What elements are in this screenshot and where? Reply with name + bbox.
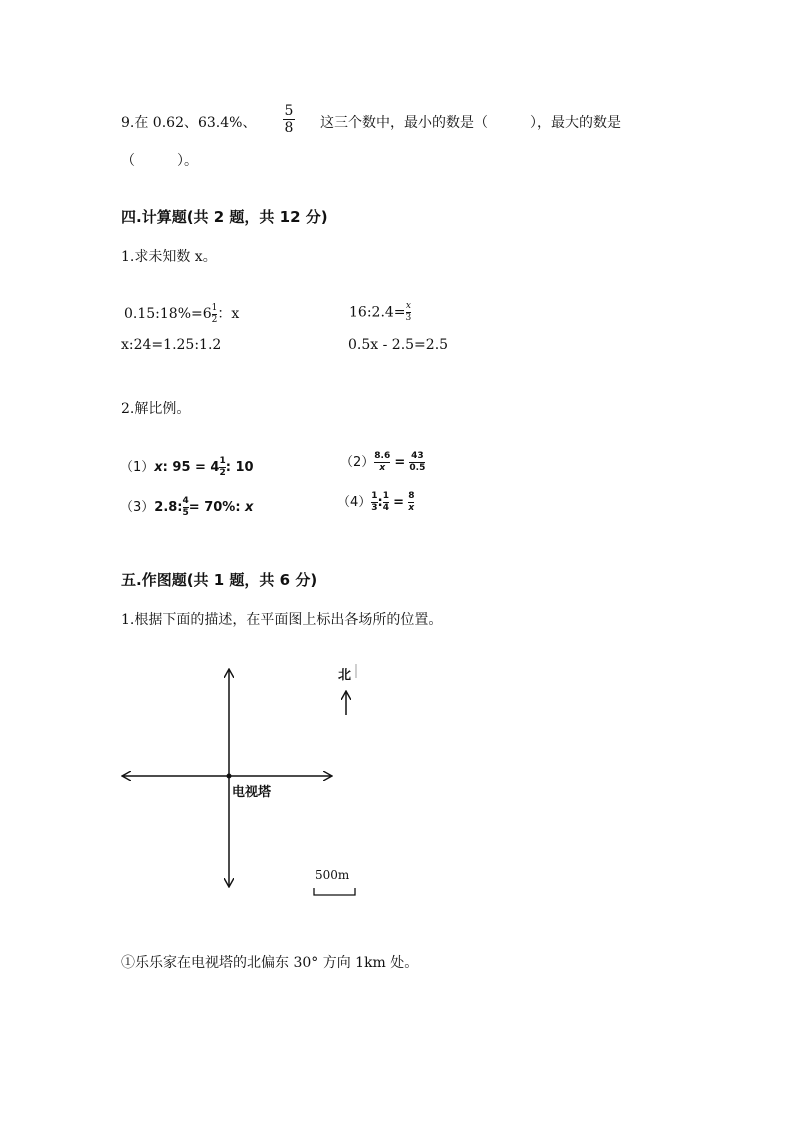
equation-1b [349, 302, 411, 323]
section5-heading: 五.作图题(共 1 题，共 6 分) [121, 571, 318, 589]
section4-q1-label: 1.求未知数 x。 [121, 249, 217, 265]
proportion-1 [120, 456, 254, 478]
proportion-2-label: （2） [340, 455, 375, 470]
proportion-4-eq: = [393, 495, 405, 510]
proportion-1-label: （1） [120, 460, 155, 475]
proportion-3-num: 4 [182, 496, 189, 506]
q9-text-line2: （ ）。 [121, 153, 198, 169]
proportion-4-den1: 3 [371, 503, 378, 513]
equation-1a-tail: ：x [217, 306, 240, 322]
q9-frac-num: 5 [284, 103, 294, 119]
proportion-4-den2: 4 [382, 503, 390, 513]
tower-label: 电视塔 [232, 785, 272, 800]
section4-q2-label: 2.解比例。 [121, 401, 191, 417]
proportion-4-den3: x [408, 503, 415, 513]
equation-1a-den: 2 [211, 314, 218, 325]
proportion-3-tail: = 70%: [188, 500, 246, 515]
proportion-1-mid: : 95 = 4 [162, 460, 220, 475]
proportion-1-num: 1 [219, 456, 226, 466]
equation-1b-num: x [405, 301, 411, 311]
section4-heading: 四.计算题(共 2 题，共 12 分) [121, 208, 328, 226]
equation-1a-text: 0.15:18%=6 [124, 306, 212, 322]
q9-text-a: 9.在 0.62、63.4%、 [121, 115, 257, 131]
proportion-1-var: x [154, 460, 163, 475]
scale-label: 500m [315, 868, 350, 882]
north-label: 北 [338, 668, 352, 683]
map-diagram [118, 660, 378, 900]
proportion-4-num3: 8 [408, 491, 415, 501]
proportion-4-num1: 1 [371, 491, 378, 501]
equation-1a [124, 303, 239, 325]
q9-fraction [283, 104, 295, 135]
proportion-3-label: （3） [120, 500, 155, 515]
proportion-2-eq: = [394, 455, 406, 470]
proportion-3-den: 5 [182, 508, 189, 518]
equation-2b: 0.5x - 2.5=2.5 [348, 337, 449, 353]
proportion-2-den2: 0.5 [409, 463, 426, 473]
proportion-3 [120, 496, 253, 518]
equation-1b-text: 16:2.4= [349, 304, 406, 321]
proportion-2-den1: x [379, 463, 386, 473]
location-description: ①乐乐家在电视塔的北偏东 30° 方向 1km 处。 [121, 955, 419, 971]
proportion-2-num2: 43 [411, 451, 424, 461]
proportion-3-var: x [245, 500, 254, 515]
proportion-4-num2: 1 [382, 491, 390, 501]
proportion-4-colon: : [377, 495, 383, 510]
proportion-1-den: 2 [219, 468, 226, 478]
proportion-2 [340, 451, 425, 473]
scale-bar [314, 888, 355, 895]
q9-frac-den: 8 [284, 120, 294, 136]
proportion-2-num1: 8.6 [374, 451, 391, 461]
proportion-1-tail: : 10 [225, 460, 254, 475]
proportion-4-label: （4） [337, 495, 372, 510]
equation-1b-den: 3 [405, 313, 412, 323]
section5-q1-label: 1.根据下面的描述，在平面图上标出各场所的位置。 [121, 612, 443, 628]
tower-point [227, 774, 232, 779]
proportion-4 [337, 491, 414, 513]
equation-1a-num: 1 [211, 302, 218, 313]
proportion-3-a: 2.8: [154, 500, 183, 515]
q9-text-b: 这三个数中，最小的数是（ ），最大的数是 [320, 115, 621, 131]
equation-2a: x:24=1.25:1.2 [121, 337, 222, 353]
